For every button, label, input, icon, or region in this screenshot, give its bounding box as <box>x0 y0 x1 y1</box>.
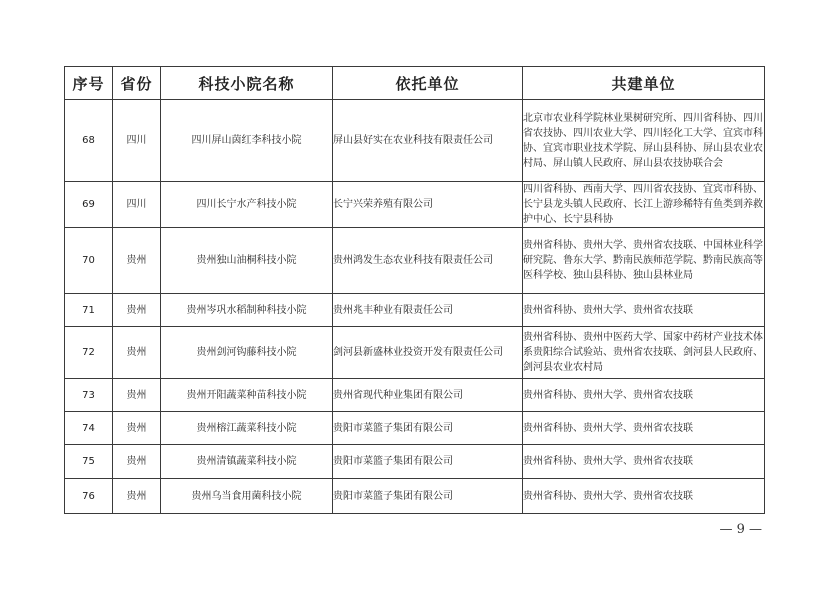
cell-host: 剑河县新盛林业投资开发有限责任公司 <box>333 327 523 379</box>
science-courtyard-table <box>64 66 765 514</box>
header-province: 省份 <box>113 67 161 100</box>
table-header-row <box>65 67 765 100</box>
cell-host: 贵阳市菜篮子集团有限公司 <box>333 412 523 445</box>
table-row <box>65 379 765 412</box>
cell-index: 70 <box>65 228 113 294</box>
header-partners: 共建单位 <box>523 67 765 100</box>
cell-province: 贵州 <box>113 327 161 379</box>
table-row <box>65 294 765 327</box>
table-row <box>65 327 765 379</box>
cell-host: 屏山县好实在农业科技有限责任公司 <box>333 100 523 182</box>
header-index: 序号 <box>65 67 113 100</box>
cell-province: 贵州 <box>113 412 161 445</box>
cell-name: 贵州独山油桐科技小院 <box>161 228 333 294</box>
cell-index: 72 <box>65 327 113 379</box>
cell-name: 贵州剑河钩藤科技小院 <box>161 327 333 379</box>
cell-partners: 贵州省科协、贵州大学、贵州省农技联 <box>523 412 765 445</box>
cell-partners: 贵州省科协、贵州大学、贵州省农技联 <box>523 479 765 514</box>
cell-province: 贵州 <box>113 228 161 294</box>
cell-name: 四川屏山茵红李科技小院 <box>161 100 333 182</box>
cell-name: 贵州岑巩水稻制种科技小院 <box>161 294 333 327</box>
table-row <box>65 412 765 445</box>
table-row <box>65 100 765 182</box>
cell-province: 贵州 <box>113 379 161 412</box>
cell-host: 贵州兆丰种业有限责任公司 <box>333 294 523 327</box>
cell-partners: 贵州省科协、贵州大学、贵州省农技联 <box>523 445 765 479</box>
cell-partners: 贵州省科协、贵州大学、贵州省农技联 <box>523 294 765 327</box>
cell-name: 贵州开阳蔬菜种苗科技小院 <box>161 379 333 412</box>
cell-partners: 贵州省科协、贵州大学、贵州省农技联、中国林业科学研究院、鲁东大学、黔南民族师范学院、黔南民族高等医科学校、独山县科协、独山县林业局 <box>523 228 765 294</box>
cell-name: 贵州清镇蔬菜科技小院 <box>161 445 333 479</box>
cell-partners: 贵州省科协、贵州大学、贵州省农技联 <box>523 379 765 412</box>
cell-partners: 贵州省科协、贵州中医药大学、国家中药材产业技术体系贵阳综合试验站、贵州省农技联、剑河县人民政府、剑河县农业农村局 <box>523 327 765 379</box>
cell-index: 73 <box>65 379 113 412</box>
cell-index: 68 <box>65 100 113 182</box>
cell-partners: 北京市农业科学院林业果树研究所、四川省科协、四川省农技协、四川农业大学、四川轻化工大学、宜宾市科协、宜宾市职业技术学院、屏山县科协、屏山县农业农村局、屏山镇人民政府、屏山县农技协联合会 <box>523 100 765 182</box>
cell-province: 四川 <box>113 182 161 228</box>
cell-name: 贵州乌当食用菌科技小院 <box>161 479 333 514</box>
cell-index: 75 <box>65 445 113 479</box>
page-number: — 9 — <box>719 522 762 537</box>
cell-host: 长宁兴荣养殖有限公司 <box>333 182 523 228</box>
cell-host: 贵州省现代种业集团有限公司 <box>333 379 523 412</box>
cell-index: 71 <box>65 294 113 327</box>
table-row <box>65 228 765 294</box>
cell-name: 四川长宁水产科技小院 <box>161 182 333 228</box>
cell-name: 贵州榕江蔬菜科技小院 <box>161 412 333 445</box>
table-row <box>65 479 765 514</box>
header-name: 科技小院名称 <box>161 67 333 100</box>
cell-index: 76 <box>65 479 113 514</box>
cell-partners: 四川省科协、西南大学、四川省农技协、宜宾市科协、长宁县龙头镇人民政府、长江上游珍稀特有鱼类到养救护中心、长宁县科协 <box>523 182 765 228</box>
cell-index: 74 <box>65 412 113 445</box>
header-host: 依托单位 <box>333 67 523 100</box>
cell-host: 贵阳市菜篮子集团有限公司 <box>333 479 523 514</box>
cell-index: 69 <box>65 182 113 228</box>
cell-host: 贵州鸿发生态农业科技有限责任公司 <box>333 228 523 294</box>
cell-province: 四川 <box>113 100 161 182</box>
table-row <box>65 445 765 479</box>
cell-province: 贵州 <box>113 479 161 514</box>
cell-province: 贵州 <box>113 445 161 479</box>
table-row <box>65 182 765 228</box>
cell-province: 贵州 <box>113 294 161 327</box>
cell-host: 贵阳市菜篮子集团有限公司 <box>333 445 523 479</box>
